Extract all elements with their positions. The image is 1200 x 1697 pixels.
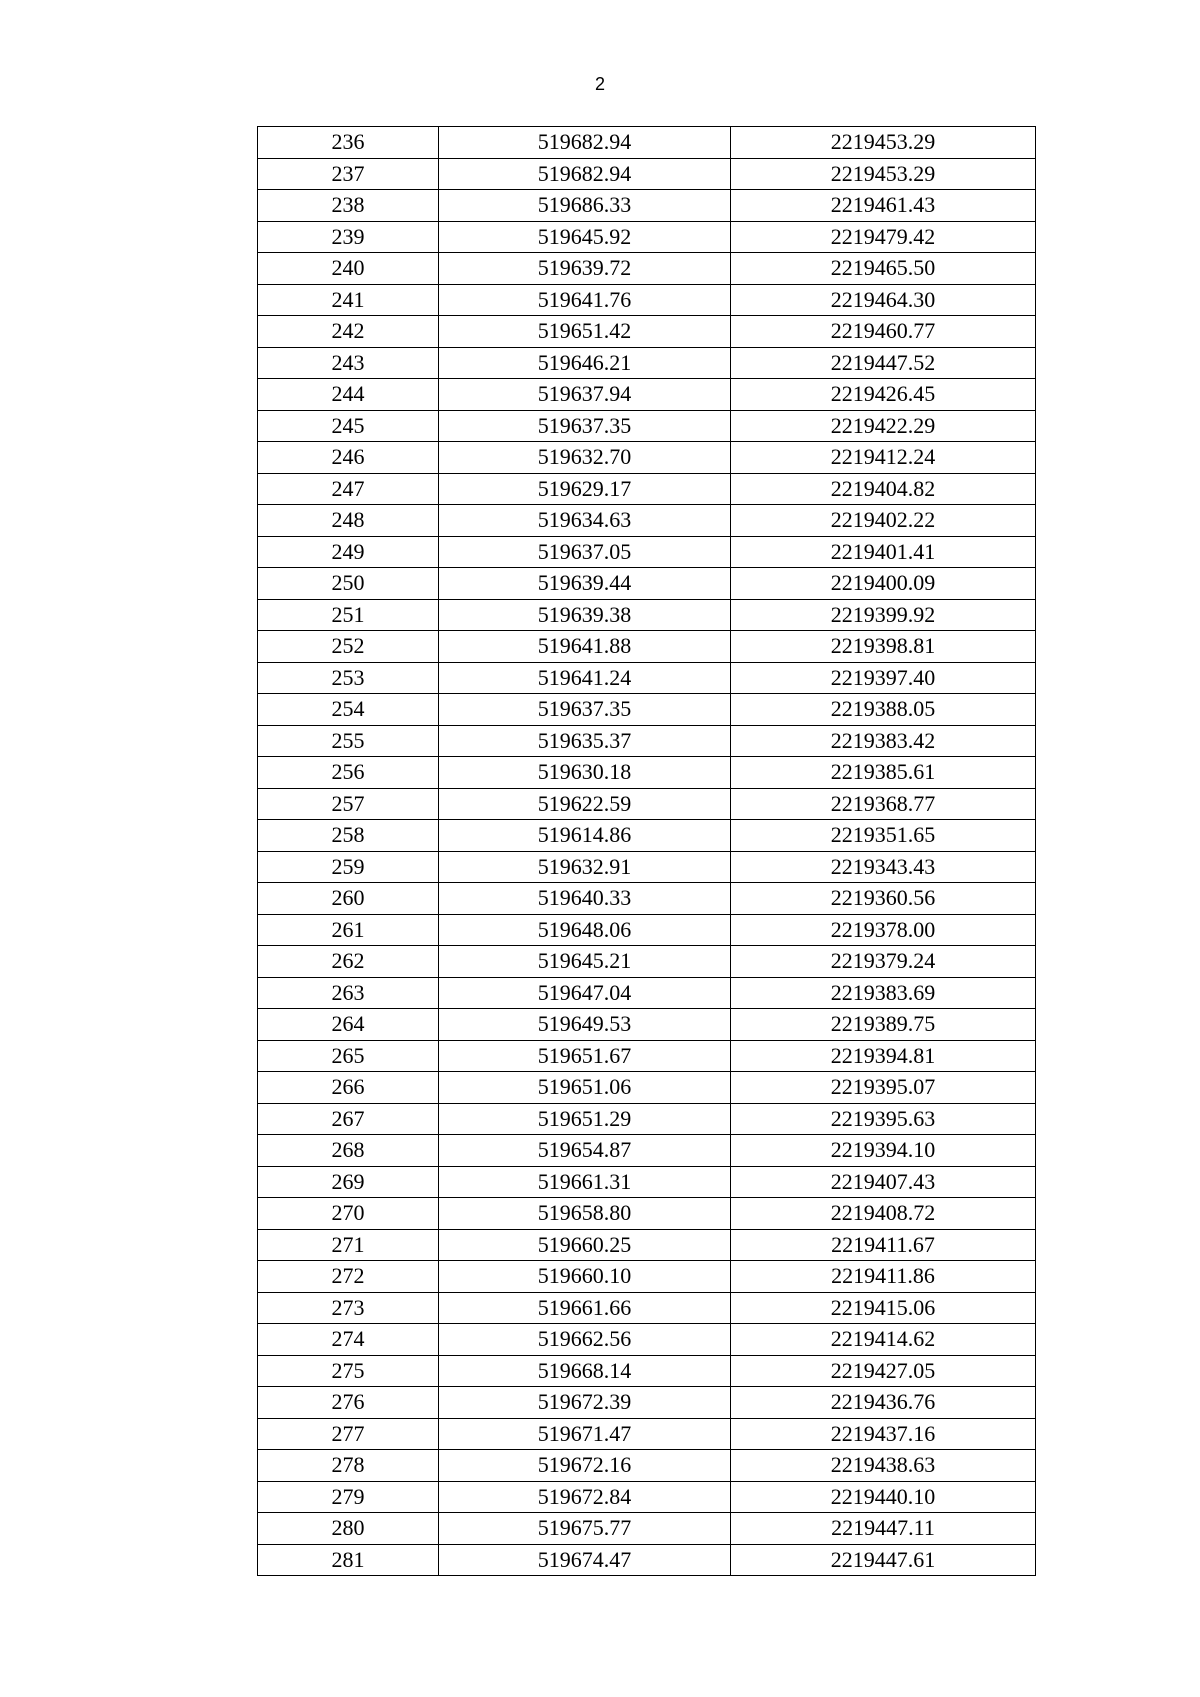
table-row bbox=[258, 977, 1036, 1009]
y-coordinate-cell: 2219397.40 bbox=[731, 662, 1036, 694]
point-number-cell: 251 bbox=[258, 599, 439, 631]
table-row bbox=[258, 190, 1036, 222]
point-number-cell: 256 bbox=[258, 757, 439, 789]
coordinates-table bbox=[257, 126, 1036, 1576]
y-coordinate-cell: 2219447.11 bbox=[731, 1513, 1036, 1545]
table-row bbox=[258, 1040, 1036, 1072]
x-coordinate-cell: 519651.42 bbox=[439, 316, 731, 348]
x-coordinate-cell: 519648.06 bbox=[439, 914, 731, 946]
x-coordinate-cell: 519645.92 bbox=[439, 221, 731, 253]
table-row bbox=[258, 914, 1036, 946]
y-coordinate-cell: 2219394.81 bbox=[731, 1040, 1036, 1072]
point-number-cell: 257 bbox=[258, 788, 439, 820]
x-coordinate-cell: 519660.25 bbox=[439, 1229, 731, 1261]
point-number-cell: 253 bbox=[258, 662, 439, 694]
table-row bbox=[258, 883, 1036, 915]
x-coordinate-cell: 519661.66 bbox=[439, 1292, 731, 1324]
x-coordinate-cell: 519637.94 bbox=[439, 379, 731, 411]
x-coordinate-cell: 519640.33 bbox=[439, 883, 731, 915]
table-row bbox=[258, 536, 1036, 568]
y-coordinate-cell: 2219436.76 bbox=[731, 1387, 1036, 1419]
y-coordinate-cell: 2219414.62 bbox=[731, 1324, 1036, 1356]
x-coordinate-cell: 519661.31 bbox=[439, 1166, 731, 1198]
x-coordinate-cell: 519682.94 bbox=[439, 127, 731, 159]
point-number-cell: 246 bbox=[258, 442, 439, 474]
y-coordinate-cell: 2219383.42 bbox=[731, 725, 1036, 757]
table-row bbox=[258, 851, 1036, 883]
x-coordinate-cell: 519668.14 bbox=[439, 1355, 731, 1387]
table-row bbox=[258, 1418, 1036, 1450]
table-row bbox=[258, 1103, 1036, 1135]
y-coordinate-cell: 2219412.24 bbox=[731, 442, 1036, 474]
x-coordinate-cell: 519651.67 bbox=[439, 1040, 731, 1072]
x-coordinate-cell: 519637.35 bbox=[439, 410, 731, 442]
point-number-cell: 267 bbox=[258, 1103, 439, 1135]
point-number-cell: 275 bbox=[258, 1355, 439, 1387]
y-coordinate-cell: 2219404.82 bbox=[731, 473, 1036, 505]
table-row bbox=[258, 1513, 1036, 1545]
point-number-cell: 268 bbox=[258, 1135, 439, 1167]
point-number-cell: 269 bbox=[258, 1166, 439, 1198]
y-coordinate-cell: 2219402.22 bbox=[731, 505, 1036, 537]
point-number-cell: 270 bbox=[258, 1198, 439, 1230]
y-coordinate-cell: 2219394.10 bbox=[731, 1135, 1036, 1167]
y-coordinate-cell: 2219411.86 bbox=[731, 1261, 1036, 1293]
y-coordinate-cell: 2219447.52 bbox=[731, 347, 1036, 379]
y-coordinate-cell: 2219460.77 bbox=[731, 316, 1036, 348]
y-coordinate-cell: 2219351.65 bbox=[731, 820, 1036, 852]
point-number-cell: 273 bbox=[258, 1292, 439, 1324]
y-coordinate-cell: 2219360.56 bbox=[731, 883, 1036, 915]
point-number-cell: 277 bbox=[258, 1418, 439, 1450]
table-row bbox=[258, 694, 1036, 726]
x-coordinate-cell: 519639.38 bbox=[439, 599, 731, 631]
y-coordinate-cell: 2219461.43 bbox=[731, 190, 1036, 222]
x-coordinate-cell: 519637.05 bbox=[439, 536, 731, 568]
x-coordinate-cell: 519645.21 bbox=[439, 946, 731, 978]
table-row bbox=[258, 1009, 1036, 1041]
y-coordinate-cell: 2219453.29 bbox=[731, 127, 1036, 159]
y-coordinate-cell: 2219479.42 bbox=[731, 221, 1036, 253]
coordinates-table-body bbox=[258, 127, 1036, 1576]
table-row bbox=[258, 788, 1036, 820]
y-coordinate-cell: 2219415.06 bbox=[731, 1292, 1036, 1324]
x-coordinate-cell: 519632.91 bbox=[439, 851, 731, 883]
point-number-cell: 255 bbox=[258, 725, 439, 757]
y-coordinate-cell: 2219395.07 bbox=[731, 1072, 1036, 1104]
y-coordinate-cell: 2219368.77 bbox=[731, 788, 1036, 820]
point-number-cell: 281 bbox=[258, 1544, 439, 1576]
y-coordinate-cell: 2219408.72 bbox=[731, 1198, 1036, 1230]
y-coordinate-cell: 2219343.43 bbox=[731, 851, 1036, 883]
point-number-cell: 274 bbox=[258, 1324, 439, 1356]
point-number-cell: 262 bbox=[258, 946, 439, 978]
y-coordinate-cell: 2219411.67 bbox=[731, 1229, 1036, 1261]
y-coordinate-cell: 2219395.63 bbox=[731, 1103, 1036, 1135]
y-coordinate-cell: 2219437.16 bbox=[731, 1418, 1036, 1450]
point-number-cell: 240 bbox=[258, 253, 439, 285]
table-row bbox=[258, 410, 1036, 442]
point-number-cell: 263 bbox=[258, 977, 439, 1009]
point-number-cell: 272 bbox=[258, 1261, 439, 1293]
x-coordinate-cell: 519635.37 bbox=[439, 725, 731, 757]
point-number-cell: 239 bbox=[258, 221, 439, 253]
table-row bbox=[258, 1072, 1036, 1104]
y-coordinate-cell: 2219400.09 bbox=[731, 568, 1036, 600]
table-row bbox=[258, 568, 1036, 600]
table-row bbox=[258, 631, 1036, 663]
x-coordinate-cell: 519654.87 bbox=[439, 1135, 731, 1167]
y-coordinate-cell: 2219401.41 bbox=[731, 536, 1036, 568]
table-row bbox=[258, 316, 1036, 348]
y-coordinate-cell: 2219465.50 bbox=[731, 253, 1036, 285]
y-coordinate-cell: 2219388.05 bbox=[731, 694, 1036, 726]
point-number-cell: 276 bbox=[258, 1387, 439, 1419]
table-row bbox=[258, 253, 1036, 285]
x-coordinate-cell: 519639.44 bbox=[439, 568, 731, 600]
point-number-cell: 242 bbox=[258, 316, 439, 348]
y-coordinate-cell: 2219389.75 bbox=[731, 1009, 1036, 1041]
x-coordinate-cell: 519641.76 bbox=[439, 284, 731, 316]
y-coordinate-cell: 2219385.61 bbox=[731, 757, 1036, 789]
point-number-cell: 250 bbox=[258, 568, 439, 600]
x-coordinate-cell: 519672.84 bbox=[439, 1481, 731, 1513]
point-number-cell: 259 bbox=[258, 851, 439, 883]
x-coordinate-cell: 519672.39 bbox=[439, 1387, 731, 1419]
point-number-cell: 252 bbox=[258, 631, 439, 663]
x-coordinate-cell: 519646.21 bbox=[439, 347, 731, 379]
x-coordinate-cell: 519651.29 bbox=[439, 1103, 731, 1135]
table-row bbox=[258, 473, 1036, 505]
x-coordinate-cell: 519647.04 bbox=[439, 977, 731, 1009]
point-number-cell: 260 bbox=[258, 883, 439, 915]
table-row bbox=[258, 158, 1036, 190]
point-number-cell: 279 bbox=[258, 1481, 439, 1513]
table-row bbox=[258, 1292, 1036, 1324]
table-row bbox=[258, 284, 1036, 316]
point-number-cell: 236 bbox=[258, 127, 439, 159]
y-coordinate-cell: 2219438.63 bbox=[731, 1450, 1036, 1482]
y-coordinate-cell: 2219427.05 bbox=[731, 1355, 1036, 1387]
point-number-cell: 264 bbox=[258, 1009, 439, 1041]
x-coordinate-cell: 519641.24 bbox=[439, 662, 731, 694]
y-coordinate-cell: 2219383.69 bbox=[731, 977, 1036, 1009]
x-coordinate-cell: 519674.47 bbox=[439, 1544, 731, 1576]
x-coordinate-cell: 519639.72 bbox=[439, 253, 731, 285]
point-number-cell: 278 bbox=[258, 1450, 439, 1482]
table-row bbox=[258, 1198, 1036, 1230]
x-coordinate-cell: 519682.94 bbox=[439, 158, 731, 190]
table-row bbox=[258, 1450, 1036, 1482]
table-row bbox=[258, 757, 1036, 789]
table-row bbox=[258, 1355, 1036, 1387]
table-row bbox=[258, 1135, 1036, 1167]
x-coordinate-cell: 519629.17 bbox=[439, 473, 731, 505]
table-row bbox=[258, 1166, 1036, 1198]
point-number-cell: 249 bbox=[258, 536, 439, 568]
table-row bbox=[258, 1544, 1036, 1576]
point-number-cell: 247 bbox=[258, 473, 439, 505]
x-coordinate-cell: 519662.56 bbox=[439, 1324, 731, 1356]
table-row bbox=[258, 1229, 1036, 1261]
y-coordinate-cell: 2219398.81 bbox=[731, 631, 1036, 663]
table-row bbox=[258, 127, 1036, 159]
point-number-cell: 261 bbox=[258, 914, 439, 946]
x-coordinate-cell: 519641.88 bbox=[439, 631, 731, 663]
y-coordinate-cell: 2219447.61 bbox=[731, 1544, 1036, 1576]
table-row bbox=[258, 599, 1036, 631]
y-coordinate-cell: 2219378.00 bbox=[731, 914, 1036, 946]
x-coordinate-cell: 519660.10 bbox=[439, 1261, 731, 1293]
point-number-cell: 243 bbox=[258, 347, 439, 379]
point-number-cell: 245 bbox=[258, 410, 439, 442]
point-number-cell: 266 bbox=[258, 1072, 439, 1104]
table-row bbox=[258, 662, 1036, 694]
x-coordinate-cell: 519651.06 bbox=[439, 1072, 731, 1104]
x-coordinate-cell: 519649.53 bbox=[439, 1009, 731, 1041]
y-coordinate-cell: 2219399.92 bbox=[731, 599, 1036, 631]
y-coordinate-cell: 2219379.24 bbox=[731, 946, 1036, 978]
x-coordinate-cell: 519614.86 bbox=[439, 820, 731, 852]
point-number-cell: 271 bbox=[258, 1229, 439, 1261]
point-number-cell: 265 bbox=[258, 1040, 439, 1072]
point-number-cell: 237 bbox=[258, 158, 439, 190]
x-coordinate-cell: 519672.16 bbox=[439, 1450, 731, 1482]
point-number-cell: 238 bbox=[258, 190, 439, 222]
table-row bbox=[258, 505, 1036, 537]
point-number-cell: 241 bbox=[258, 284, 439, 316]
x-coordinate-cell: 519630.18 bbox=[439, 757, 731, 789]
y-coordinate-cell: 2219426.45 bbox=[731, 379, 1036, 411]
table-row bbox=[258, 379, 1036, 411]
table-row bbox=[258, 1324, 1036, 1356]
point-number-cell: 254 bbox=[258, 694, 439, 726]
table-row bbox=[258, 1387, 1036, 1419]
table-row bbox=[258, 442, 1036, 474]
x-coordinate-cell: 519634.63 bbox=[439, 505, 731, 537]
y-coordinate-cell: 2219407.43 bbox=[731, 1166, 1036, 1198]
y-coordinate-cell: 2219422.29 bbox=[731, 410, 1036, 442]
table-row bbox=[258, 221, 1036, 253]
x-coordinate-cell: 519622.59 bbox=[439, 788, 731, 820]
point-number-cell: 258 bbox=[258, 820, 439, 852]
table-row bbox=[258, 1481, 1036, 1513]
point-number-cell: 248 bbox=[258, 505, 439, 537]
y-coordinate-cell: 2219453.29 bbox=[731, 158, 1036, 190]
x-coordinate-cell: 519632.70 bbox=[439, 442, 731, 474]
point-number-cell: 280 bbox=[258, 1513, 439, 1545]
table-row bbox=[258, 946, 1036, 978]
x-coordinate-cell: 519637.35 bbox=[439, 694, 731, 726]
page-number: 2 bbox=[594, 74, 605, 94]
table-row bbox=[258, 1261, 1036, 1293]
x-coordinate-cell: 519658.80 bbox=[439, 1198, 731, 1230]
x-coordinate-cell: 519675.77 bbox=[439, 1513, 731, 1545]
x-coordinate-cell: 519686.33 bbox=[439, 190, 731, 222]
table-row bbox=[258, 347, 1036, 379]
table-row bbox=[258, 725, 1036, 757]
y-coordinate-cell: 2219440.10 bbox=[731, 1481, 1036, 1513]
y-coordinate-cell: 2219464.30 bbox=[731, 284, 1036, 316]
x-coordinate-cell: 519671.47 bbox=[439, 1418, 731, 1450]
table-row bbox=[258, 820, 1036, 852]
point-number-cell: 244 bbox=[258, 379, 439, 411]
